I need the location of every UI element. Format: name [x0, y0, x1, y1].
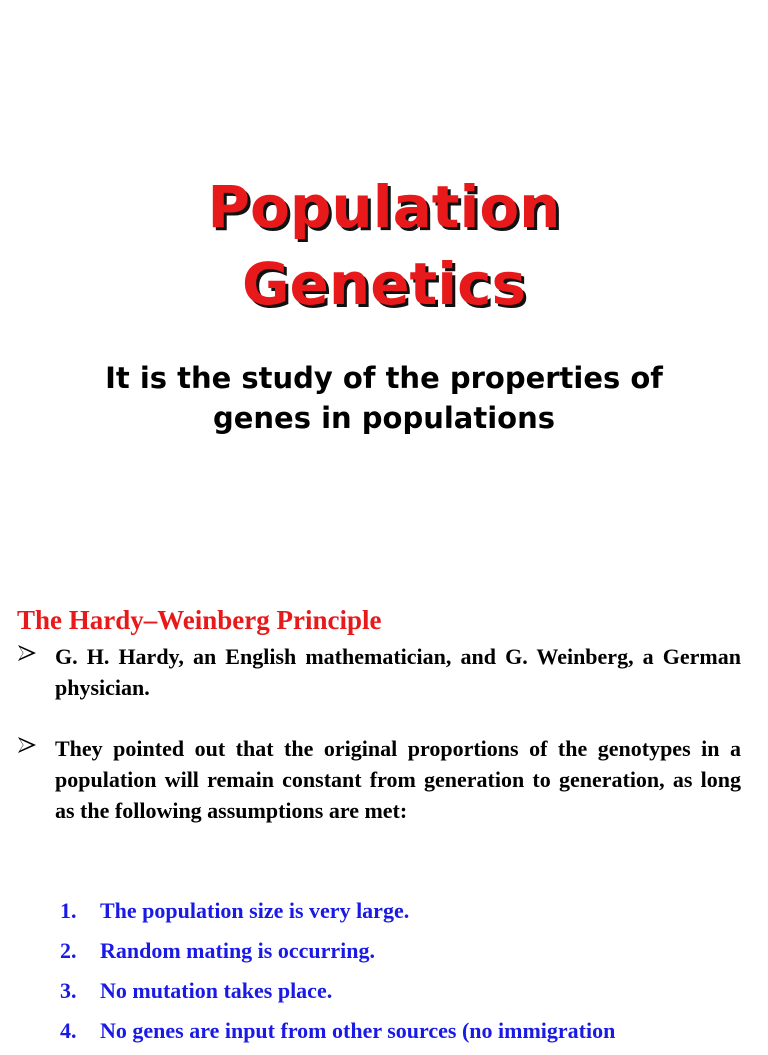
- list-number: 1.: [60, 898, 77, 923]
- title-line-2: Genetics: [241, 250, 527, 318]
- list-number: 4.: [60, 1018, 77, 1043]
- bullet-item: [17, 733, 741, 826]
- list-text: Random mating is occurring.: [100, 938, 375, 963]
- list-number: 3.: [60, 978, 77, 1003]
- bullet-item: [17, 641, 741, 703]
- list-text: No mutation takes place.: [100, 978, 333, 1003]
- subtitle-line-1: It is the study of the properties of: [105, 361, 663, 395]
- list-text: No genes are input from other sources (no immigration: [100, 1018, 616, 1043]
- list-text: The population size is very large.: [100, 898, 410, 923]
- list-item: [60, 895, 750, 935]
- list-item: [60, 975, 750, 1015]
- arrow-bullet-icon: [17, 733, 39, 764]
- assumptions-list: [60, 895, 750, 1055]
- title-line-1: Population: [207, 173, 561, 241]
- bullet-text: G. H. Hardy, an English mathematician, and G. Weinberg, a German physician.: [55, 644, 741, 700]
- bullet-text: They pointed out that the original proportions of the genotypes in a population will remain constant from generation to generation, as long as the following assumptions are met:: [55, 736, 741, 823]
- section-heading: The Hardy–Weinberg Principle: [17, 605, 382, 635]
- list-number: 2.: [60, 938, 77, 963]
- arrow-bullet-icon: [17, 641, 39, 672]
- list-item: [60, 935, 750, 975]
- list-item: [60, 1015, 750, 1055]
- subtitle-line-2: genes in populations: [212, 401, 555, 435]
